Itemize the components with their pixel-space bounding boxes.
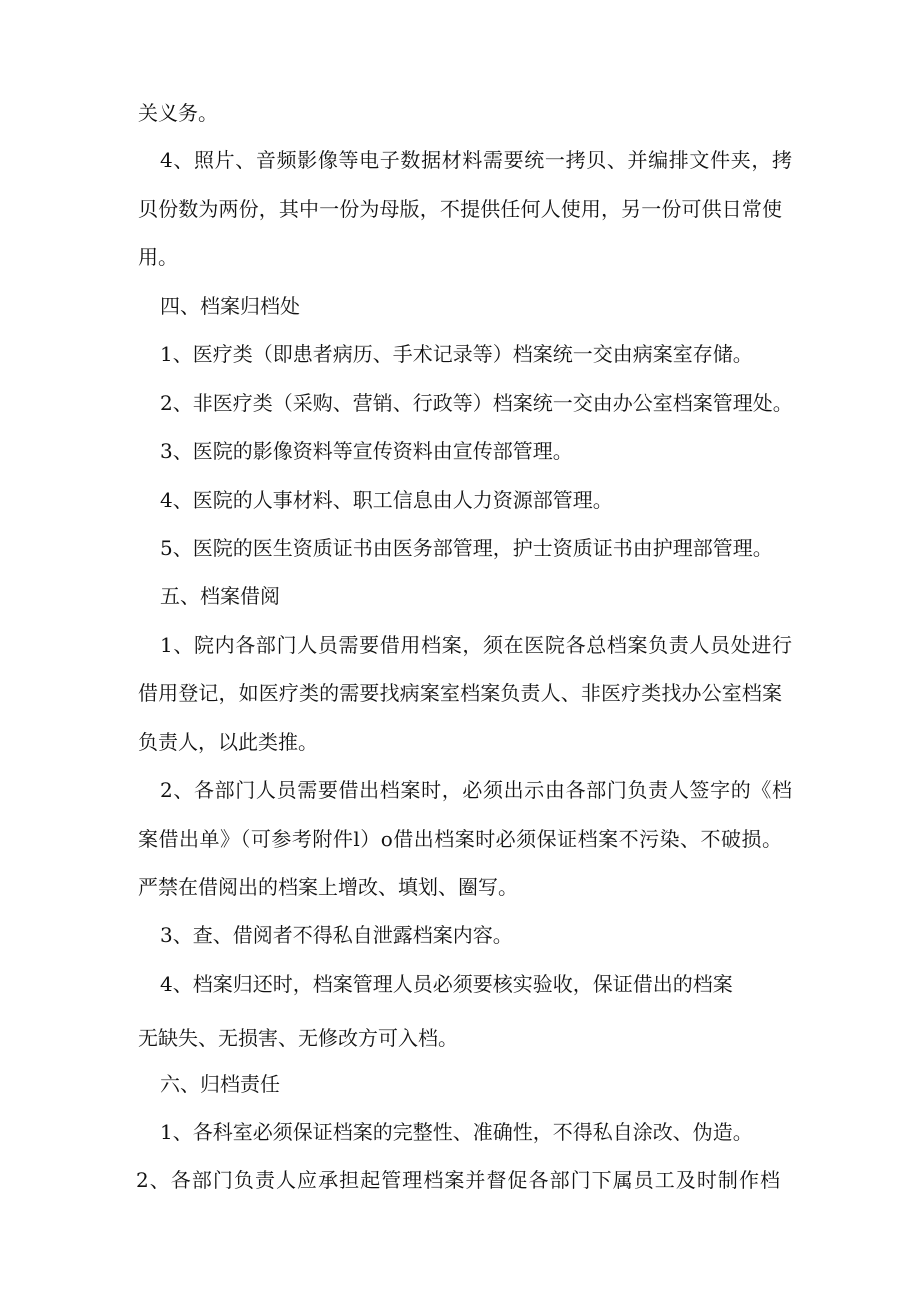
text-line: 2、非医疗类（采购、营销、行政等）档案统一交由办公室档案管理处。 [160, 391, 793, 415]
text-line: 3、医院的影像资料等宣传资料由宣传部管理。 [160, 439, 573, 463]
text-line: 贝份数为两份，其中一份为母版，不提供任何人使用，另一份可供日常使 [138, 197, 782, 221]
text-line: 负责人，以此类推。 [138, 730, 318, 754]
text-line: 4、医院的人事材料、职工信息由人力资源部管理。 [160, 488, 613, 512]
text-line: 用。 [138, 245, 178, 269]
text-line: 5、医院的医生资质证书由医务部管理，护士资质证书由护理部管理。 [160, 536, 773, 560]
text-line: 1、院内各部门人员需要借用档案，须在医院各总档案负责人员处进行 [160, 633, 792, 657]
text-line: 严禁在借阅出的档案上增改、填划、圈写。 [138, 875, 518, 899]
text-line: 3、查、借阅者不得私自泄露档案内容。 [160, 923, 513, 947]
section-heading: 五、档案借阅 [160, 584, 280, 608]
section-heading: 四、档案归档处 [160, 294, 300, 318]
text-line: 2、各部门人员需要借出档案时，必须出示由各部门负责人签字的《档 [160, 778, 792, 802]
text-line: 案借出单》（可参考附件l）o借出档案时必须保证档案不污染、不破损。 [138, 827, 782, 851]
text-line: 2、各部门负责人应承担起管理档案并督促各部门下属员工及时制作档 [136, 1168, 780, 1192]
section-heading: 六、归档责任 [160, 1072, 280, 1096]
text-line: 借用登记，如医疗类的需要找病案室档案负责人、非医疗类找办公室档案 [138, 681, 782, 705]
text-line: 4、档案归还时，档案管理人员必须要核实验收，保证借出的档案 [160, 972, 733, 996]
text-line: 1、各科室必须保证档案的完整性、准确性，不得私自涂改、伪造。 [160, 1120, 753, 1144]
text-line: 关义务。 [138, 101, 218, 125]
text-line: 4、照片、音频影像等电子数据材料需要统一拷贝、并编排文件夹，拷 [160, 148, 792, 172]
text-line: 1、医疗类（即患者病历、手术记录等）档案统一交由病案室存储。 [160, 342, 753, 366]
text-line: 无缺失、无损害、无修改方可入档。 [138, 1026, 458, 1050]
